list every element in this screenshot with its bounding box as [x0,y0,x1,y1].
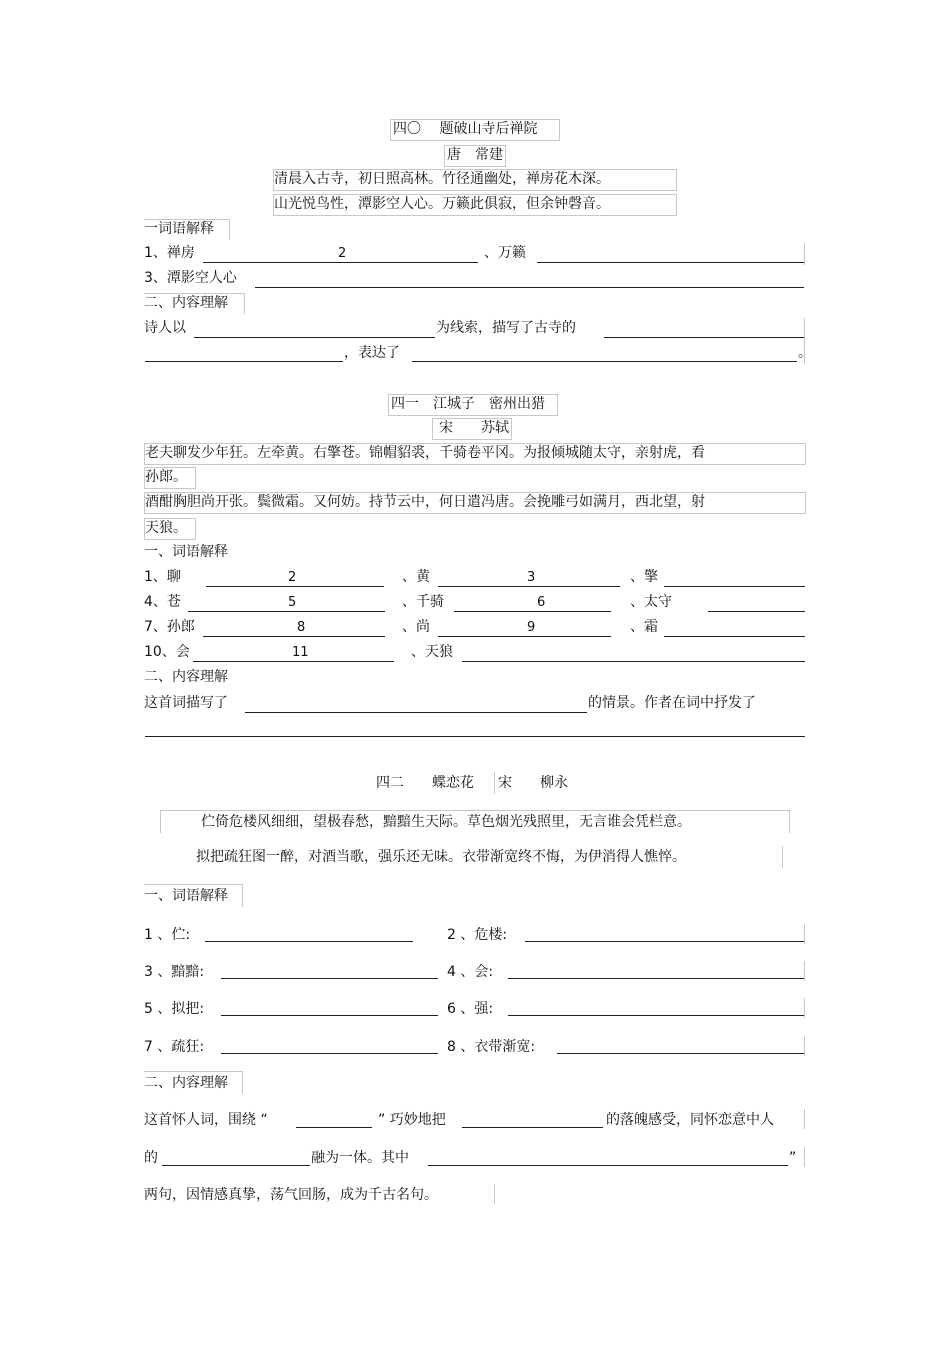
poem-41-q4-label: 4、苍 [144,594,181,610]
poem-41-q11-number: 11 [292,645,309,660]
poem-40-content-blank-2[interactable] [604,337,804,338]
frame-edge [804,1109,805,1129]
poem-41-q8-blank[interactable] [438,636,611,637]
poem-42-content-blank-4[interactable] [428,1165,788,1166]
poem-41-q7-label: 7、孙郎 [144,619,195,635]
poem-41-content-blank-1[interactable] [245,712,587,713]
poem-42-content-text-6: ” [789,1150,797,1166]
poem-41-q5-label: 、千骑 [402,594,444,610]
poem-42-content-blank-3[interactable] [162,1165,310,1166]
frame-edge [782,846,783,868]
poem-42-q7-label: 7 、疏狂: [144,1039,205,1055]
poem-41-q6-label: 、太守 [630,594,672,610]
poem-41-q3-number: 3 [527,570,536,585]
poem-42-q1-label: 1 、伫: [144,927,191,943]
poem-40-content-text-3: ，表达了 [344,345,400,361]
poem-41-q8-label: 、尚 [402,619,430,635]
poem-41-q1-label: 1、聊 [144,569,181,585]
poem-40-content-blank-3[interactable] [145,361,343,362]
frame-edge [494,772,495,794]
poem-41-q6-blank[interactable] [708,611,805,612]
poem-41-q2-number: 2 [288,570,297,585]
poem-42-q3-blank[interactable] [221,978,438,979]
poem-42-para-2: 拟把疏狂图一醉，对酒当歌，强乐还无味。衣带渐宽终不悔，为伊消得人憔悴。 [196,849,686,865]
poem-42-q7-blank[interactable] [221,1053,438,1054]
poem-41-q2-blank[interactable] [438,586,620,587]
poem-40-q2-label: 、万籁 [484,245,526,261]
poem-41-q11-label: 、天狼 [411,644,453,660]
poem-40-q1-label: 1、禅房 [144,245,195,261]
poem-42-q8-blank[interactable] [557,1053,804,1054]
frame-edge [804,961,805,981]
poem-41-q7-blank[interactable] [203,636,385,637]
poem-42-content-heading: 二、内容理解 [144,1071,243,1094]
poem-40-line-2: 山光悦鸟性，潭影空人心。万籁此俱寂，但余钟磬音。 [273,194,677,216]
frame-edge [804,1147,805,1167]
poem-41-q1-blank[interactable] [206,586,384,587]
poem-42-q8-label: 8 、衣带渐宽: [447,1039,536,1055]
poem-40-content-heading: 二、内容理解 [144,293,245,314]
poem-42-q4-blank[interactable] [508,978,804,979]
poem-42-q6-blank[interactable] [508,1015,804,1016]
poem-42-q2-label: 2 、危楼: [447,927,508,943]
poem-42-content-blank-1[interactable] [296,1127,372,1128]
poem-40-q2-blank[interactable] [537,262,804,263]
poem-40-q2-number: 2 [338,246,347,261]
poem-40-q3-label: 3、潭影空人心 [144,270,237,286]
poem-42-q6-label: 6 、强: [447,1001,494,1017]
frame-edge [804,924,805,944]
poem-42-q1-blank[interactable] [205,941,413,942]
poem-41-q6-number: 6 [537,595,546,610]
poem-42-q4-label: 4 、会: [447,964,494,980]
poem-41-content-text-1: 这首词描写了 [144,695,228,711]
frame-edge [804,243,805,265]
poem-41-content-heading: 二、内容理解 [144,669,228,685]
poem-42-content-text-1: 这首怀人词，围绕 “ [144,1112,268,1128]
poem-42-q3-label: 3 、黯黯: [144,964,205,980]
poem-40-content-text-4: 。 [798,345,812,361]
frame-edge [804,998,805,1018]
poem-41-title: 四一 江城子 密州出猎 [388,394,558,416]
poem-40-q3-blank[interactable] [255,287,804,288]
poem-40-content-blank-4[interactable] [412,361,797,362]
poem-41-content-blank-2[interactable] [145,736,805,737]
poem-41-q9-blank[interactable] [664,636,805,637]
poem-42-content-blank-2[interactable] [462,1127,603,1128]
poem-41-q3-blank[interactable] [664,586,805,587]
frame-edge [494,1184,495,1204]
poem-41-para-1: 老夫聊发少年狂。左牵黄。右擎苍。锦帽貂裘，千骑卷平冈。为报倾城随太守，亲射虎，看 [144,443,806,465]
frame-edge [804,318,805,364]
poem-40-line-1: 清晨入古寺，初日照高林。竹径通幽处，禅房花木深。 [273,169,677,191]
poem-41-q8-number: 8 [297,620,306,635]
poem-42-content-text-5: 融为一体。其中 [311,1150,409,1166]
poem-41-q9-number: 9 [527,620,536,635]
poem-42-content-text-4: 的 [144,1150,158,1166]
poem-41-q5-number: 5 [288,595,297,610]
poem-40-author: 唐 常建 [444,145,506,167]
poem-40-title: 四〇 题破山寺后禅院 [390,119,560,141]
poem-41-author: 宋 苏轼 [432,418,512,440]
poem-42-para-1: 伫倚危楼风细细，望极春愁，黯黯生天际。草色烟光残照里，无言谁会凭栏意。 [160,810,790,833]
poem-41-para-2-end: 天狼。 [144,518,196,540]
poem-40-content-blank-1[interactable] [194,337,435,338]
frame-edge [804,1036,805,1056]
poem-42-author: 宋 柳永 [498,775,568,791]
poem-42-title: 四二 蝶恋花 [376,775,474,791]
poem-42-q5-blank[interactable] [221,1015,438,1016]
poem-41-q5-blank[interactable] [454,611,611,612]
poem-40-vocab-heading: 一词语解释 [144,219,230,240]
poem-41-q9-label: 、霜 [630,619,658,635]
poem-42-content-text-3: 的落魄感受，同怀恋意中人 [606,1112,774,1128]
poem-41-q10-blank[interactable] [193,661,394,662]
poem-40-content-text-1: 诗人以 [144,320,186,336]
poem-42-content-text-7: 两句，因情感真挚，荡气回肠，成为千古名句。 [144,1187,438,1203]
poem-42-q5-label: 5 、拟把: [144,1001,205,1017]
poem-42-q2-blank[interactable] [525,941,804,942]
poem-41-content-text-2: 的情景。作者在词中抒发了 [588,695,756,711]
poem-42-vocab-heading: 一、词语解释 [144,884,243,907]
poem-42-content-text-2: ” 巧妙地把 [378,1112,446,1128]
poem-40-content-text-2: 为线索，描写了古寺的 [436,320,576,336]
poem-41-para-1-end: 孙郎。 [144,467,196,489]
poem-41-q10-label: 10、会 [144,644,190,660]
poem-41-q2-label: 、黄 [402,569,430,585]
poem-41-q4-blank[interactable] [188,611,385,612]
poem-41-para-2: 酒酣胸胆尚开张。鬓微霜。又何妨。持节云中，何日遣冯唐。会挽雕弓如满月，西北望，射 [144,492,806,514]
poem-41-q11-blank[interactable] [462,661,805,662]
poem-40-q1-blank[interactable] [203,262,478,263]
poem-41-q3-label: 、擎 [630,569,658,585]
poem-41-vocab-heading: 一、词语解释 [144,544,228,560]
